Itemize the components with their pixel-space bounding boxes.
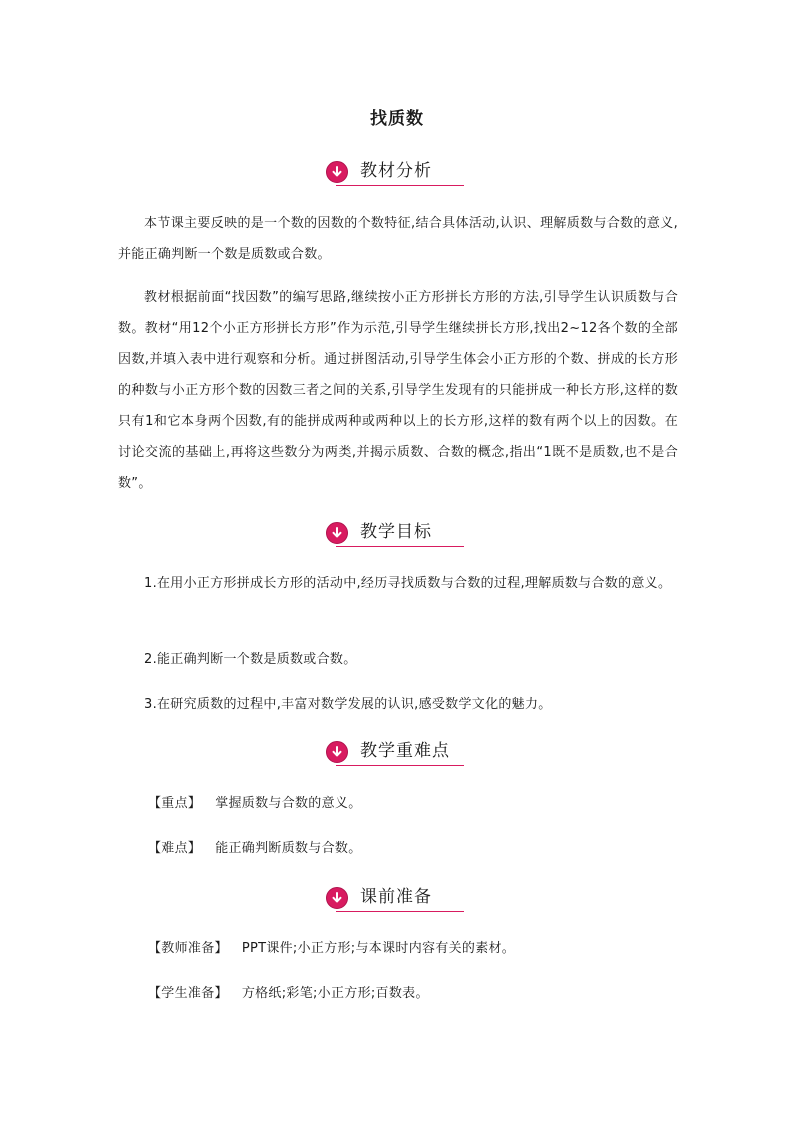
- section-heading-label: 教学重难点: [360, 741, 450, 761]
- arrow-down-circle-icon: [326, 741, 348, 763]
- section-heading-goals: [326, 521, 464, 547]
- student-prep-label: 【学生准备】: [148, 986, 228, 1001]
- difficulty-text: 能正确判断质数与合数。: [215, 841, 362, 856]
- section-heading-label: 教材分析: [360, 161, 432, 181]
- goal-item-2: 2.能正确判断一个数是质数或合数。: [144, 652, 357, 667]
- goal-item-3: 3.在研究质数的过程中,丰富对数学发展的认识,感受数学文化的魅力。: [144, 697, 552, 712]
- key-point-label: 【重点】: [148, 796, 202, 811]
- teacher-prep-line: [148, 939, 515, 959]
- difficulty-label: 【难点】: [148, 841, 202, 856]
- section-heading-analysis: [326, 160, 464, 186]
- section-divider: [336, 911, 464, 912]
- teacher-prep-text: PPT课件;小正方形;与本课时内容有关的素材。: [241, 941, 516, 956]
- section-heading-label: 教学目标: [360, 522, 432, 542]
- student-prep-line: [148, 984, 429, 1004]
- difficulty-line: [148, 839, 362, 859]
- page-title: 找质数: [370, 109, 424, 129]
- section-divider: [336, 185, 464, 186]
- goal-item-1: 1.在用小正方形拼成长方形的活动中,经历寻找质数与合数的过程,理解质数与合数的意义。: [144, 576, 672, 591]
- section-divider: [336, 546, 464, 547]
- analysis-paragraph-1: 本节课主要反映的是一个数的因数的个数特征,结合具体活动,认识、理解质数与合数的意义,并能正确判断一个数是质数或合数。: [118, 216, 678, 262]
- student-prep-text: 方格纸;彩笔;小正方形;百数表。: [241, 986, 429, 1001]
- arrow-down-circle-icon: [326, 887, 348, 909]
- arrow-down-circle-icon: [326, 161, 348, 183]
- key-point-line: [148, 794, 362, 814]
- section-heading-label: 课前准备: [360, 887, 432, 907]
- arrow-down-circle-icon: [326, 522, 348, 544]
- analysis-paragraph-2: 教材根据前面“找因数”的编写思路,继续按小正方形拼长方形的方法,引导学生认识质数与合数。教材“用12个小正方形拼长方形”作为示范,引导学生继续拼长方形,找出2~12各个数的全部因数,并填入表中进行观察和分析。通过拼图活动,引导学生体会小正方形的个数、拼成的长方形的种数与小正方形个数的因数三者之间的关系,引导学生发现有的只能拼成一种长方形,这样的数只有1和它本身两个因数,有的能拼成两种或两种以上的长方形,这样的数有两个以上的因数。在讨论交流的基础上,再将这些数分为两类,并揭示质数、合数的概念,指出“1既不是质数,也不是合数”。: [118, 290, 678, 491]
- teacher-prep-label: 【教师准备】: [148, 941, 228, 956]
- section-divider: [336, 765, 464, 766]
- key-point-text: 掌握质数与合数的意义。: [215, 796, 362, 811]
- section-heading-keypoints: [326, 740, 464, 766]
- section-heading-prep: [326, 886, 464, 912]
